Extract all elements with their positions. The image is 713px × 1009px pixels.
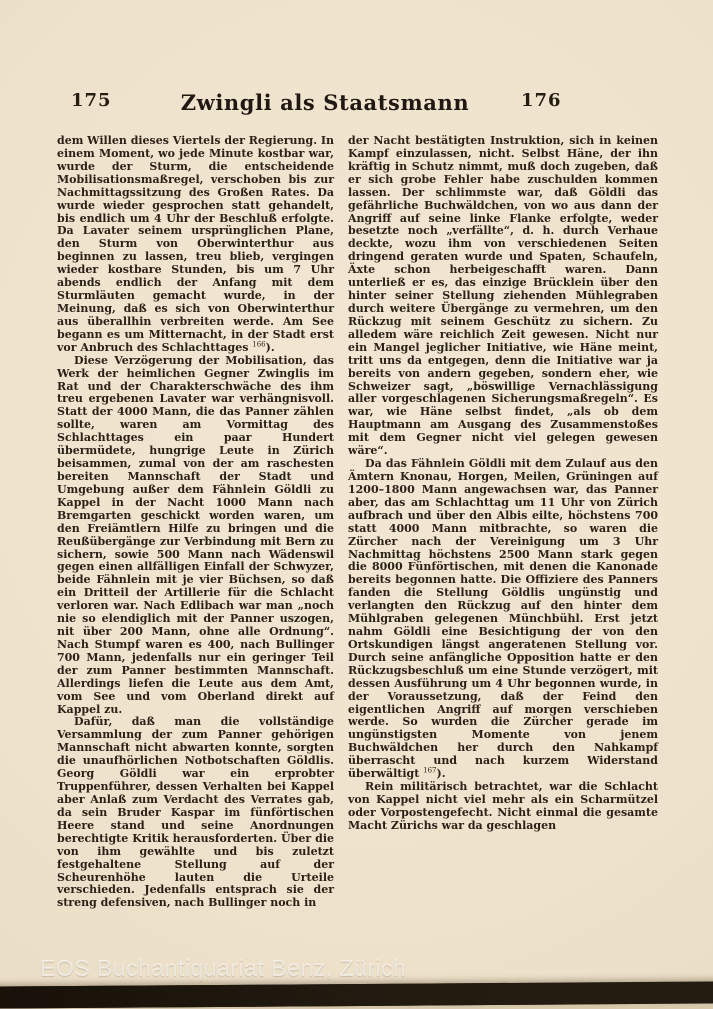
column-page-175 bbox=[57, 135, 334, 910]
photo-bottom-edge bbox=[0, 981, 713, 1008]
paragraph: der Nacht bestätigten Instruktion, sich in keinen Kampf einzulassen, nicht. Selbst Häne, der ihn kräftig in Schutz nimmt, muß doch zugeben, daß er sich grobe Fehler habe zuschulden kommen lassen. Der schlimmste war, daß Göldli das gefährliche Buchwäldchen, von wo aus dann der Angriff auf seine linke Flanke erfolgte, weder besetzte noch „verfällte“, d. h. durch Verhaue deckte, wozu ihm von verschiedenen Seiten dringend geraten wurde und Spaten, Schaufeln, Äxte schon herbeigeschafft waren. Dann unterließ er es, das einzige Brücklein über den hinter seiner Stellung ziehenden Mühlegraben durch weitere Übergänge zu vermehren, um den Rückzug mit seinem Geschütz zu sichern. Zu alledem wäre reichlich Zeit gewesen. Nicht nur ein Mangel jeglicher Initiative, wie Häne meint, tritt uns da entgegen, denn die Initiative war ja bereits von andern gegeben, sondern eher, wie Schweizer sagt, „böswillige Vernachlässigung aller vorgeschlagenen Sicherungsmaßregeln“. Es war, wie Häne selbst findet, „als ob dem Hauptmann am Ausgang des Zusammenstoßes mit dem Gegner nicht viel gelegen gewesen wäre“. bbox=[348, 134, 658, 458]
paragraph: Dafür, daß man die vollständige Versammlung der zum Panner gehörigen Mannschaft nicht abwarten konnte, sorgten die unaufhörlichen Notbotschaften Göldlis. Georg Göldli war ein erprobter Truppenführer, dessen Verhalten bei Kappel aber Anlaß zum Verdacht des Verrates gab, da sein Bruder Kaspar im fünförtischen Heere stand und seine Anordnungen berechtigte Kritik herausforderten. Über die von ihm gewählte und bis zuletzt festgehaltene Stellung auf der Scheurenhöhe lauten die Urteile verschieden. Jedenfalls entsprach sie der streng defensiven, nach Bullinger noch in bbox=[57, 715, 334, 910]
paragraph: dem Willen dieses Viertels der Regierung. In einem Moment, wo jede Minute kostbar war, wurde der Sturm, die entscheidende Mobilisationsmaßregel, verschoben bis zur Nachmittagssitzung des Großen Rates. Da wurde wieder gesprochen statt gehandelt, bis endlich um 4 Uhr der Beschluß erfolgte. Da Lavater seinem ursprünglichen Plane, den Sturm von Oberwinterthur aus beginnen zu lassen, treu blieb, vergingen wieder kostbare Stunden, bis um 7 Uhr abends endlich der Anfang mit dem Sturmläuten gemacht wurde, in der Meinung, daß es sich von Oberwinterthur aus überallhin verbreiten werde. Am See begann es um Mitternacht, in der Stadt erst vor Anbruch des Schlachttages $^{166}$). bbox=[57, 134, 334, 354]
page-number-right: 176 bbox=[521, 90, 562, 111]
paragraph: Diese Verzögerung der Mobilisation, das Werk der heimlichen Gegner Zwinglis im Rat und der Charakterschwäche des ihm treu ergebenen Lavater war verhängnisvoll. Statt der 4000 Mann, die das Panner zählen sollte, waren am Vormittag des Schlachttages ein paar Hundert übermüdete, hungrige Leute in Zürich beisammen, zumal von der am raschesten bereiten Mannschaft der Stadt und Umgebung außer dem Fähnlein Göldli zu Kappel in der Nacht 1000 Mann nach Bremgarten geschickt worden waren, um den Freiämtlern Hilfe zu bringen und die Reußübergänge zur Verbindung mit Bern zu sichern, sowie 500 Mann nach Wädenswil gegen einen allfälligen Einfall der Schwyzer, beide Fähnlein mit je vier Büchsen, so daß ein Dritteil der Artillerie für die Schlacht verloren war. Nach Edlibach war man „noch nie so elendiglich mit der Panner uszogen, nit über 200 Mann, ohne alle Ordnung“. Nach Stumpf waren es 400, nach Bullinger 700 Mann, jedenfalls nur ein geringer Teil der zum Panner bestimmten Mannschaft. Allerdings liefen die Leute aus dem Amt, vom See und vom Oberland direkt auf Kappel zu. bbox=[57, 353, 334, 716]
paragraph: Da das Fähnlein Göldli mit dem Zulauf aus den Ämtern Knonau, Horgen, Meilen, Grüningen auf 1200–1800 Mann angewachsen war, das Panner aber, das am Schlachttag um 11 Uhr von Zürich aufbrach und über den Albis eilte, höchstens 700 statt 4000 Mann mitbrachte, so waren die Zürcher nach der Vereinigung um 3 Uhr Nachmittag höchstens 2500 Mann stark gegen die 8000 Fünförtischen, mit denen die Kanonade bereits begonnen hatte. Die Offiziere des Panners fanden die Stellung Göldlis ungünstig und verlangten den Rückzug auf den hinter dem Mühlgraben gelegenen Münchbühl. Erst jetzt nahm Göldli eine Besichtigung der von den Ortskundigen längst angeratenen Stellung vor. Durch seine anfängliche Opposition hatte er den Rückzugsbeschluß um eine Stunde verzögert, mit dessen Ausführung um 4 Uhr begonnen wurde, in der Voraussetzung, daß der Feind den eigentlichen Angriff auf morgen verschieben werde. So wurden die Zürcher gerade im ungünstigsten Momente von jenem Buchwäldchen her durch den Nahkampf überrascht und nach kurzem Widerstand überwältigt $^{167}$). bbox=[348, 457, 658, 781]
watermark-text: EOS Buchantiquariat Benz, Zürich bbox=[40, 955, 407, 981]
running-header bbox=[0, 90, 713, 120]
page-spread bbox=[57, 135, 658, 910]
footnote-ref: 166 bbox=[252, 340, 266, 349]
paragraph: Rein militärisch betrachtet, war die Schlacht von Kappel nicht viel mehr als ein Scharmützel oder Vorpostengefecht. Nicht einmal die gesamte Macht Zürichs war da geschlagen bbox=[348, 780, 658, 832]
column-page-176 bbox=[348, 135, 658, 910]
page-title: Zwingli als Staatsmann bbox=[180, 90, 470, 115]
page-number-left: 175 bbox=[71, 90, 112, 111]
footnote-ref: 167 bbox=[423, 766, 437, 775]
